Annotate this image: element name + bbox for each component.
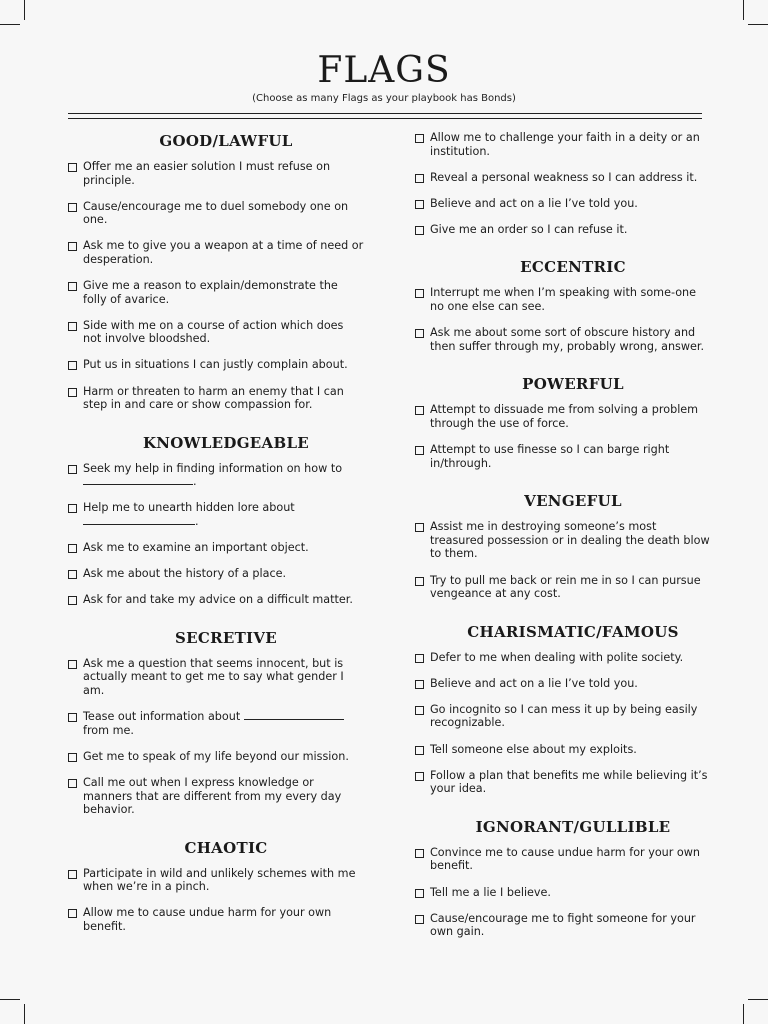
flag-text: Cause/encourage me to fight someone for your own gain. xyxy=(430,911,696,939)
checkbox[interactable] xyxy=(68,570,77,579)
checkbox[interactable] xyxy=(415,446,424,455)
flag-item xyxy=(68,750,364,764)
flag-item xyxy=(415,677,711,691)
flag-text: Help me to unearth hidden lore about xyxy=(83,501,295,515)
crop-mark xyxy=(748,999,768,1000)
flag-text: Attempt to use finesse so I can barge right in/through. xyxy=(430,443,670,470)
section-heading: KNOWLEDGEABLE xyxy=(142,433,310,452)
checkbox[interactable] xyxy=(68,909,77,918)
section-heading: ECCENTRIC xyxy=(520,258,626,277)
section-heading: VENGEFUL xyxy=(524,492,622,511)
flag-text: Ask me about the history of a place. xyxy=(83,567,287,581)
crop-mark xyxy=(748,24,768,25)
checkbox[interactable] xyxy=(415,200,424,209)
checkbox[interactable] xyxy=(415,289,424,298)
flag-text: Allow me to cause undue harm for your own benefit. xyxy=(83,906,332,933)
flag-text: Give me a reason to explain/demonstrate the folly of avarice. xyxy=(83,279,338,306)
crop-mark xyxy=(0,999,20,1000)
checkbox[interactable] xyxy=(415,849,424,858)
flag-item xyxy=(415,403,711,430)
flag-item xyxy=(68,319,364,346)
flag-text: Go incognito so I can mess it up by being easily recognizable. xyxy=(430,702,698,730)
checkbox[interactable] xyxy=(415,889,424,898)
flag-item xyxy=(68,710,364,737)
flag-text: Assist me in destroying someone’s most treasured possession or in dealing the death blow to them. xyxy=(430,520,710,561)
right-column xyxy=(415,131,711,951)
crop-mark xyxy=(24,0,25,20)
checkbox[interactable] xyxy=(68,242,77,251)
checkbox[interactable] xyxy=(415,174,424,183)
flag-text: Convince me to cause undue harm for your own benefit. xyxy=(430,845,700,873)
section-heading: IGNORANT/GULLIBLE xyxy=(475,817,671,836)
flag-item: Help me to unearth hidden lore about . xyxy=(68,501,364,528)
flag-text: Believe and act on a lie I’ve told you. xyxy=(430,676,638,690)
checkbox[interactable] xyxy=(68,322,77,331)
checkbox[interactable] xyxy=(68,388,77,397)
section-powerful xyxy=(415,375,711,470)
checkbox[interactable] xyxy=(68,660,77,669)
flag-item xyxy=(415,769,711,796)
flag-item xyxy=(68,279,364,306)
checkbox[interactable] xyxy=(68,544,77,553)
flag-item xyxy=(415,743,711,757)
flag-text: Side with me on a course of action which does not involve bloodshed. xyxy=(83,318,344,346)
checkbox[interactable] xyxy=(415,915,424,924)
flag-text: Tell someone else about my exploits. xyxy=(430,742,637,756)
section-ignorant-gullible xyxy=(415,818,711,939)
flag-item xyxy=(415,912,711,939)
flag-text: Ask me to give you a weapon at a time of need or desperation. xyxy=(83,239,364,266)
checkbox[interactable] xyxy=(415,654,424,663)
checkbox[interactable] xyxy=(68,504,77,513)
flag-item xyxy=(415,886,711,900)
checkbox[interactable] xyxy=(68,870,77,879)
flag-text: Believe and act on a lie I’ve told you. xyxy=(430,196,638,210)
flag-text: Allow me to challenge your faith in a deity or an institution. xyxy=(430,131,700,158)
section-good-lawful xyxy=(68,132,364,412)
crop-mark xyxy=(24,1004,25,1024)
fill-in-blank[interactable] xyxy=(83,524,195,525)
flag-item xyxy=(68,593,364,607)
flag-item xyxy=(415,326,711,353)
flag-item xyxy=(68,358,364,372)
flag-item xyxy=(68,541,364,555)
flag-text: Ask for and take my advice on a difficult matter. xyxy=(83,593,353,607)
flag-item xyxy=(68,776,364,817)
left-column xyxy=(68,132,364,946)
page-title: FLAGS xyxy=(317,50,451,91)
checkbox[interactable] xyxy=(68,361,77,370)
flag-text: Attempt to dissuade me from solving a problem through the use of force. xyxy=(430,403,699,430)
crop-mark xyxy=(0,24,20,25)
checkbox[interactable] xyxy=(68,713,77,722)
flag-item xyxy=(415,223,711,237)
flag-text: Get me to speak of my life beyond our mission. xyxy=(83,749,349,763)
section-heading: CHARISMATIC/FAMOUS xyxy=(467,622,679,641)
checkbox[interactable] xyxy=(68,596,77,605)
checkbox[interactable] xyxy=(68,753,77,762)
crop-mark xyxy=(743,0,744,20)
flag-item xyxy=(415,651,711,665)
flag-item xyxy=(415,574,711,601)
checkbox[interactable] xyxy=(415,523,424,532)
flag-item xyxy=(68,200,364,227)
section-heading: POWERFUL xyxy=(522,375,624,394)
title-rule-top xyxy=(68,113,702,114)
flag-text: Reveal a personal weakness so I can address it. xyxy=(430,170,698,184)
checkbox[interactable] xyxy=(415,772,424,781)
flag-item xyxy=(415,131,711,158)
flag-item xyxy=(415,443,711,470)
checkbox[interactable] xyxy=(415,329,424,338)
flag-text: Interrupt me when I’m speaking with some-one no one else can see. xyxy=(430,286,697,314)
checkbox[interactable] xyxy=(415,680,424,689)
checkbox[interactable] xyxy=(415,134,424,143)
flag-text: Defer to me when dealing with polite society. xyxy=(430,650,684,664)
flag-text: Offer me an easier solution I must refuse on principle. xyxy=(83,160,331,187)
section-good-lawful-continued xyxy=(415,131,711,236)
flag-item xyxy=(415,846,711,873)
flag-item xyxy=(415,197,711,211)
fill-in-blank[interactable] xyxy=(244,719,344,720)
checkbox[interactable] xyxy=(415,226,424,235)
flag-item xyxy=(415,286,711,313)
flag-text: Seek my help in finding information on how to xyxy=(83,461,343,475)
checkbox[interactable] xyxy=(415,746,424,755)
title-rule-bottom xyxy=(68,118,702,119)
section-heading: SECRETIVE xyxy=(174,628,278,647)
checkbox[interactable] xyxy=(415,577,424,586)
flag-item xyxy=(68,567,364,581)
section-chaotic xyxy=(68,839,364,934)
flag-item xyxy=(415,171,711,185)
checkbox[interactable] xyxy=(68,465,77,474)
flag-item xyxy=(68,657,364,698)
flag-text: Follow a plan that benefits me while believing it’s your idea. xyxy=(430,768,708,796)
checkbox[interactable] xyxy=(415,406,424,415)
flag-text: Try to pull me back or rein me in so I can pursue vengeance at any cost. xyxy=(430,573,701,601)
page-subtitle: (Choose as many Flags as your playbook has Bonds) xyxy=(252,93,516,104)
flag-item xyxy=(68,906,364,933)
section-charismatic-famous xyxy=(415,623,711,796)
flag-text: Ask me a question that seems innocent, but is actually meant to get me to say what gender I am. xyxy=(83,656,344,698)
flag-item xyxy=(68,160,364,187)
flag-item xyxy=(68,385,364,412)
section-heading: CHAOTIC xyxy=(184,838,268,857)
flag-item xyxy=(68,239,364,266)
flag-text: Tell me a lie I believe. xyxy=(430,885,551,899)
flag-text: Ask me to examine an important object. xyxy=(83,541,309,555)
flag-item xyxy=(68,867,364,894)
crop-mark xyxy=(743,1004,744,1024)
flag-text: Harm or threaten to harm an enemy that I can step in and care or show compassion for. xyxy=(83,384,344,412)
flag-item xyxy=(415,520,711,561)
flag-text: Give me an order so I can refuse it. xyxy=(430,222,628,236)
checkbox[interactable] xyxy=(415,706,424,715)
section-heading: GOOD/LAWFUL xyxy=(159,132,293,150)
checkbox[interactable] xyxy=(68,203,77,212)
fill-in-blank[interactable] xyxy=(83,484,193,485)
flag-text: Cause/encourage me to duel somebody one on one. xyxy=(83,199,349,227)
checkbox[interactable] xyxy=(68,779,77,788)
flag-text: Tease out information about xyxy=(83,710,241,724)
checkbox[interactable] xyxy=(68,282,77,291)
flag-text: Ask me about some sort of obscure history and then suffer through my, probably wrong, answer. xyxy=(430,326,705,353)
section-vengeful xyxy=(415,492,711,600)
flag-text: Call me out when I express knowledge or manners that are different from my every day behavior. xyxy=(83,775,342,817)
flag-text: from me. xyxy=(83,723,134,737)
flag-item: Seek my help in finding information on how to . xyxy=(68,462,364,489)
flag-item xyxy=(415,703,711,730)
section-secretive xyxy=(68,629,364,817)
section-knowledgeable xyxy=(68,434,364,607)
section-eccentric xyxy=(415,258,711,353)
checkbox[interactable] xyxy=(68,163,77,172)
flag-text: Participate in wild and unlikely schemes with me when we’re in a pinch. xyxy=(83,866,356,894)
flag-text: Put us in situations I can justly complain about. xyxy=(83,358,348,372)
